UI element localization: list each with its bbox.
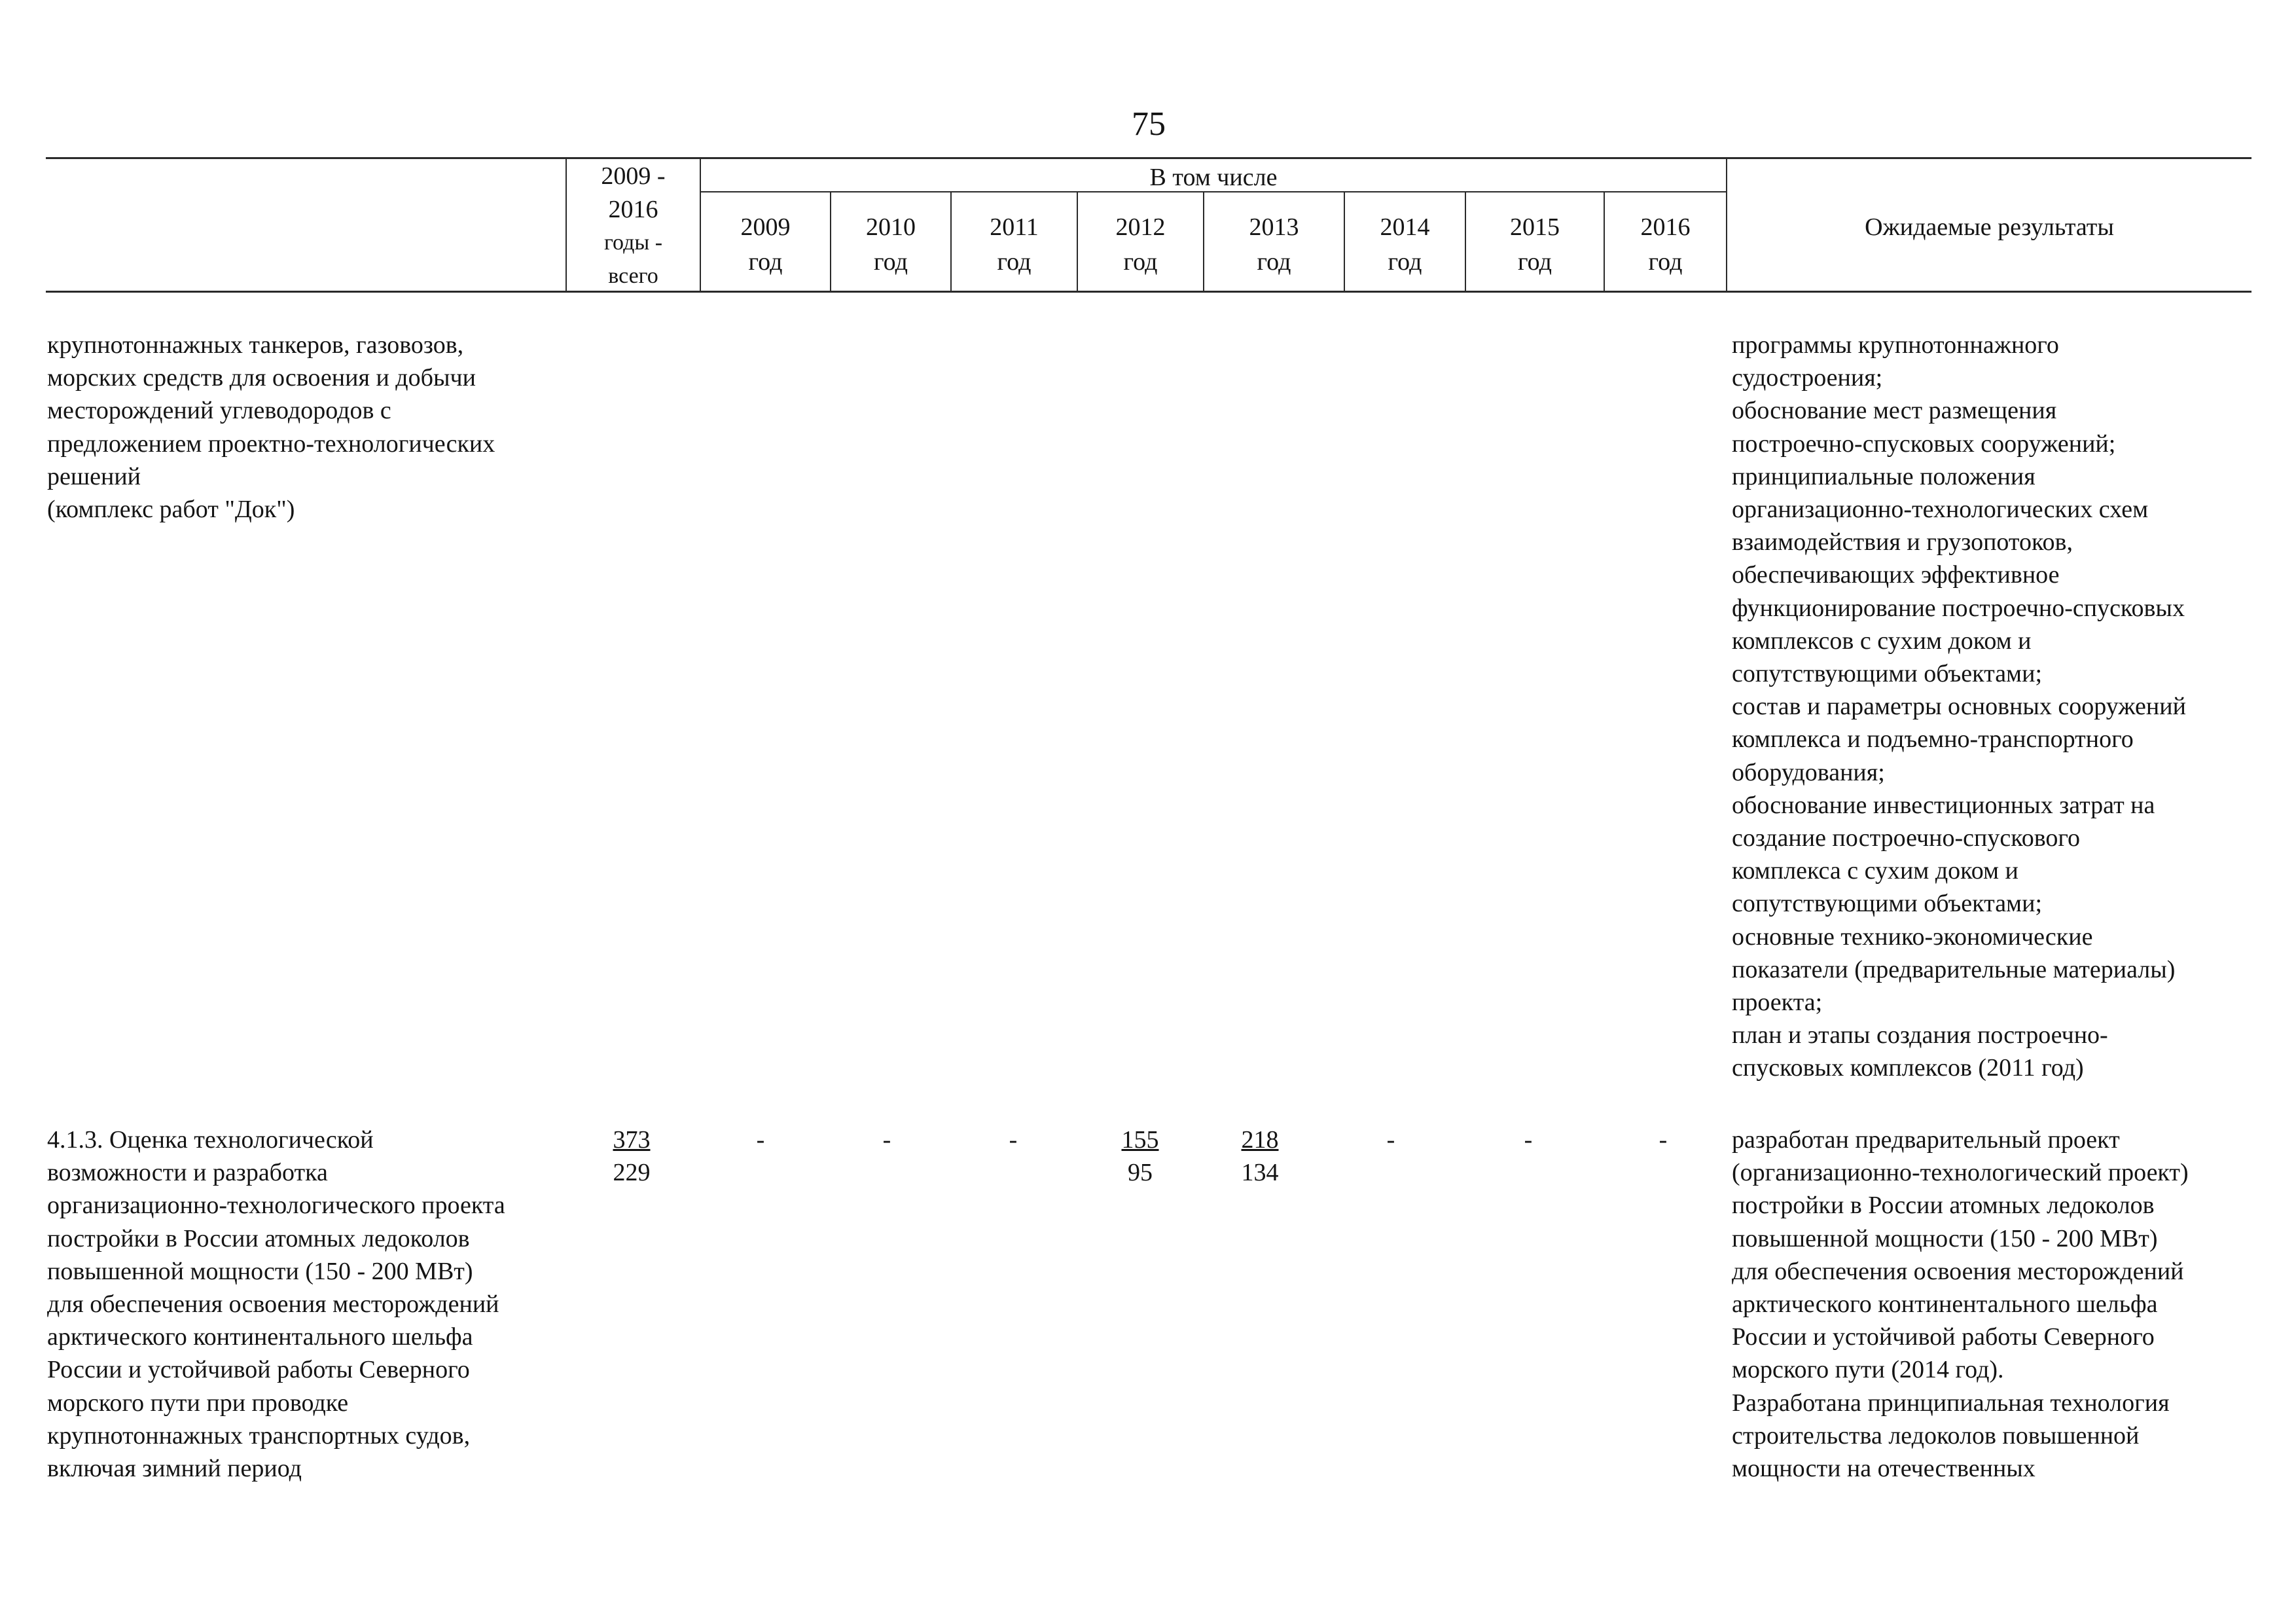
text-line: комплекса с сухим доком и <box>1732 857 2018 885</box>
year-value-2012: 155 <box>1121 1126 1159 1154</box>
year-unit: год <box>1123 248 1158 276</box>
year-value-2016: - <box>1659 1126 1668 1154</box>
row2-results <box>1732 1123 2189 1485</box>
year-unit: год <box>997 248 1031 276</box>
year-label: 2009 <box>740 213 791 241</box>
year-label: 2011 <box>990 213 1039 241</box>
year-label: 2015 <box>1510 213 1560 241</box>
year-unit: год <box>748 248 783 276</box>
text-line: план и этапы создания построечно- <box>1732 1021 2108 1049</box>
header-total-line: 2016 <box>608 196 658 223</box>
year-label: 2014 <box>1380 213 1430 241</box>
row2-name <box>47 1123 505 1485</box>
text-line: обеспечивающих эффективное <box>1732 561 2060 589</box>
year-value-2012-bottom: 95 <box>1128 1159 1153 1186</box>
text-line: (организационно-технологический проект) <box>1732 1159 2189 1187</box>
year-unit: год <box>874 248 908 276</box>
year-label: 2010 <box>866 213 916 241</box>
year-value-2014: - <box>1386 1126 1395 1154</box>
text-line: повышенной мощности (150 - 200 МВт) <box>47 1257 473 1285</box>
text-line: оборудования; <box>1732 758 1885 786</box>
year-value-2009: - <box>756 1126 765 1154</box>
text-line: программы крупнотоннажного <box>1732 331 2059 359</box>
text-line: Разработана принципиальная технология <box>1732 1389 2170 1417</box>
text-line: решений <box>47 462 141 490</box>
year-unit: год <box>1518 248 1552 276</box>
text-line: постройки в России атомных ледоколов <box>47 1224 470 1252</box>
header-incl: В том числе <box>1149 164 1278 191</box>
row1-name <box>47 329 495 526</box>
text-line: обоснование инвестиционных затрат на <box>1732 791 2155 819</box>
text-line: (комплекс работ "Док") <box>47 496 295 524</box>
text-line: принципиальные положения <box>1732 462 2036 490</box>
text-line: России и устойчивой работы Северного <box>47 1356 470 1384</box>
text-line: России и устойчивой работы Северного <box>1732 1323 2155 1351</box>
row1-results <box>1732 329 2186 1085</box>
text-line: мощности на отечественных <box>1732 1455 2036 1483</box>
text-line: арктического континентального шельфа <box>47 1323 473 1351</box>
text-line: морских средств для освоения и добычи <box>47 364 476 392</box>
year-value-2015: - <box>1524 1126 1533 1154</box>
text-line: показатели (предварительные материалы) <box>1732 955 2176 983</box>
text-line: для обеспечения освоения месторождений <box>47 1290 499 1319</box>
text-line: морского пути при проводке <box>47 1389 349 1417</box>
text-line: морского пути (2014 год). <box>1732 1356 2004 1384</box>
total-value-bottom: 229 <box>613 1159 651 1186</box>
text-line: взаимодействия и грузопотоков, <box>1732 528 2073 556</box>
text-line: комплекса и подъемно-транспортного <box>1732 725 2134 754</box>
year-value-2013-bottom: 134 <box>1241 1159 1279 1186</box>
text-line: функционирование построечно-спусковых <box>1732 594 2185 622</box>
year-value-2013: 218 <box>1241 1126 1279 1154</box>
year-label: 2012 <box>1115 213 1166 241</box>
header-total-line: всего <box>608 264 658 288</box>
text-line: постройки в России атомных ледоколов <box>1732 1192 2155 1220</box>
year-unit: год <box>1388 248 1422 276</box>
header-bottom-rule <box>46 291 2251 293</box>
text-line: создание построечно-спускового <box>1732 824 2081 852</box>
text-line: состав и параметры основных сооружений <box>1732 693 2186 721</box>
text-line: возможности и разработка <box>47 1159 328 1187</box>
text-line: судостроения; <box>1732 364 1883 392</box>
text-line: строительства ледоколов повышенной <box>1732 1421 2140 1450</box>
header-results: Ожидаемые результаты <box>1865 213 2114 241</box>
text-line: основные технико-экономические <box>1732 922 2093 951</box>
text-line: сопутствующими объектами; <box>1732 890 2042 918</box>
text-line: спусковых комплексов (2011 год) <box>1732 1054 2084 1082</box>
text-line: 4.1.3. Оценка технологической <box>47 1126 374 1154</box>
text-line: организационно-технологических схем <box>1732 496 2149 524</box>
year-unit: год <box>1257 248 1291 276</box>
text-line: повышенной мощности (150 - 200 МВт) <box>1732 1224 2158 1252</box>
text-line: организационно-технологического проекта <box>47 1192 505 1220</box>
text-line: включая зимний период <box>47 1455 302 1483</box>
text-line: проекта; <box>1732 989 1823 1017</box>
text-line: сопутствующими объектами; <box>1732 660 2042 688</box>
year-unit: год <box>1648 248 1683 276</box>
year-label: 2013 <box>1249 213 1299 241</box>
page-number: 75 <box>1132 105 1166 143</box>
header-total-line: 2009 - <box>601 162 666 190</box>
text-line: для обеспечения освоения месторождений <box>1732 1257 2184 1285</box>
text-line: обоснование мест размещения <box>1732 397 2057 425</box>
text-line: комплексов с сухим доком и <box>1732 627 2032 655</box>
text-line: предложением проектно-технологических <box>47 429 495 458</box>
text-line: разработан предварительный проект <box>1732 1126 2120 1154</box>
text-line: построечно-спусковых сооружений; <box>1732 429 2116 458</box>
header-top-rule <box>46 157 2251 159</box>
text-line: арктического континентального шельфа <box>1732 1290 2158 1319</box>
text-line: крупнотоннажных транспортных судов, <box>47 1421 471 1450</box>
text-line: месторождений углеводородов с <box>47 397 391 425</box>
text-line: крупнотоннажных танкеров, газовозов, <box>47 331 464 359</box>
year-value-2010: - <box>882 1126 891 1154</box>
year-value-2011: - <box>1009 1126 1018 1154</box>
year-label: 2016 <box>1640 213 1691 241</box>
total-value-top: 373 <box>613 1126 651 1154</box>
header-total-line: годы - <box>603 230 663 255</box>
